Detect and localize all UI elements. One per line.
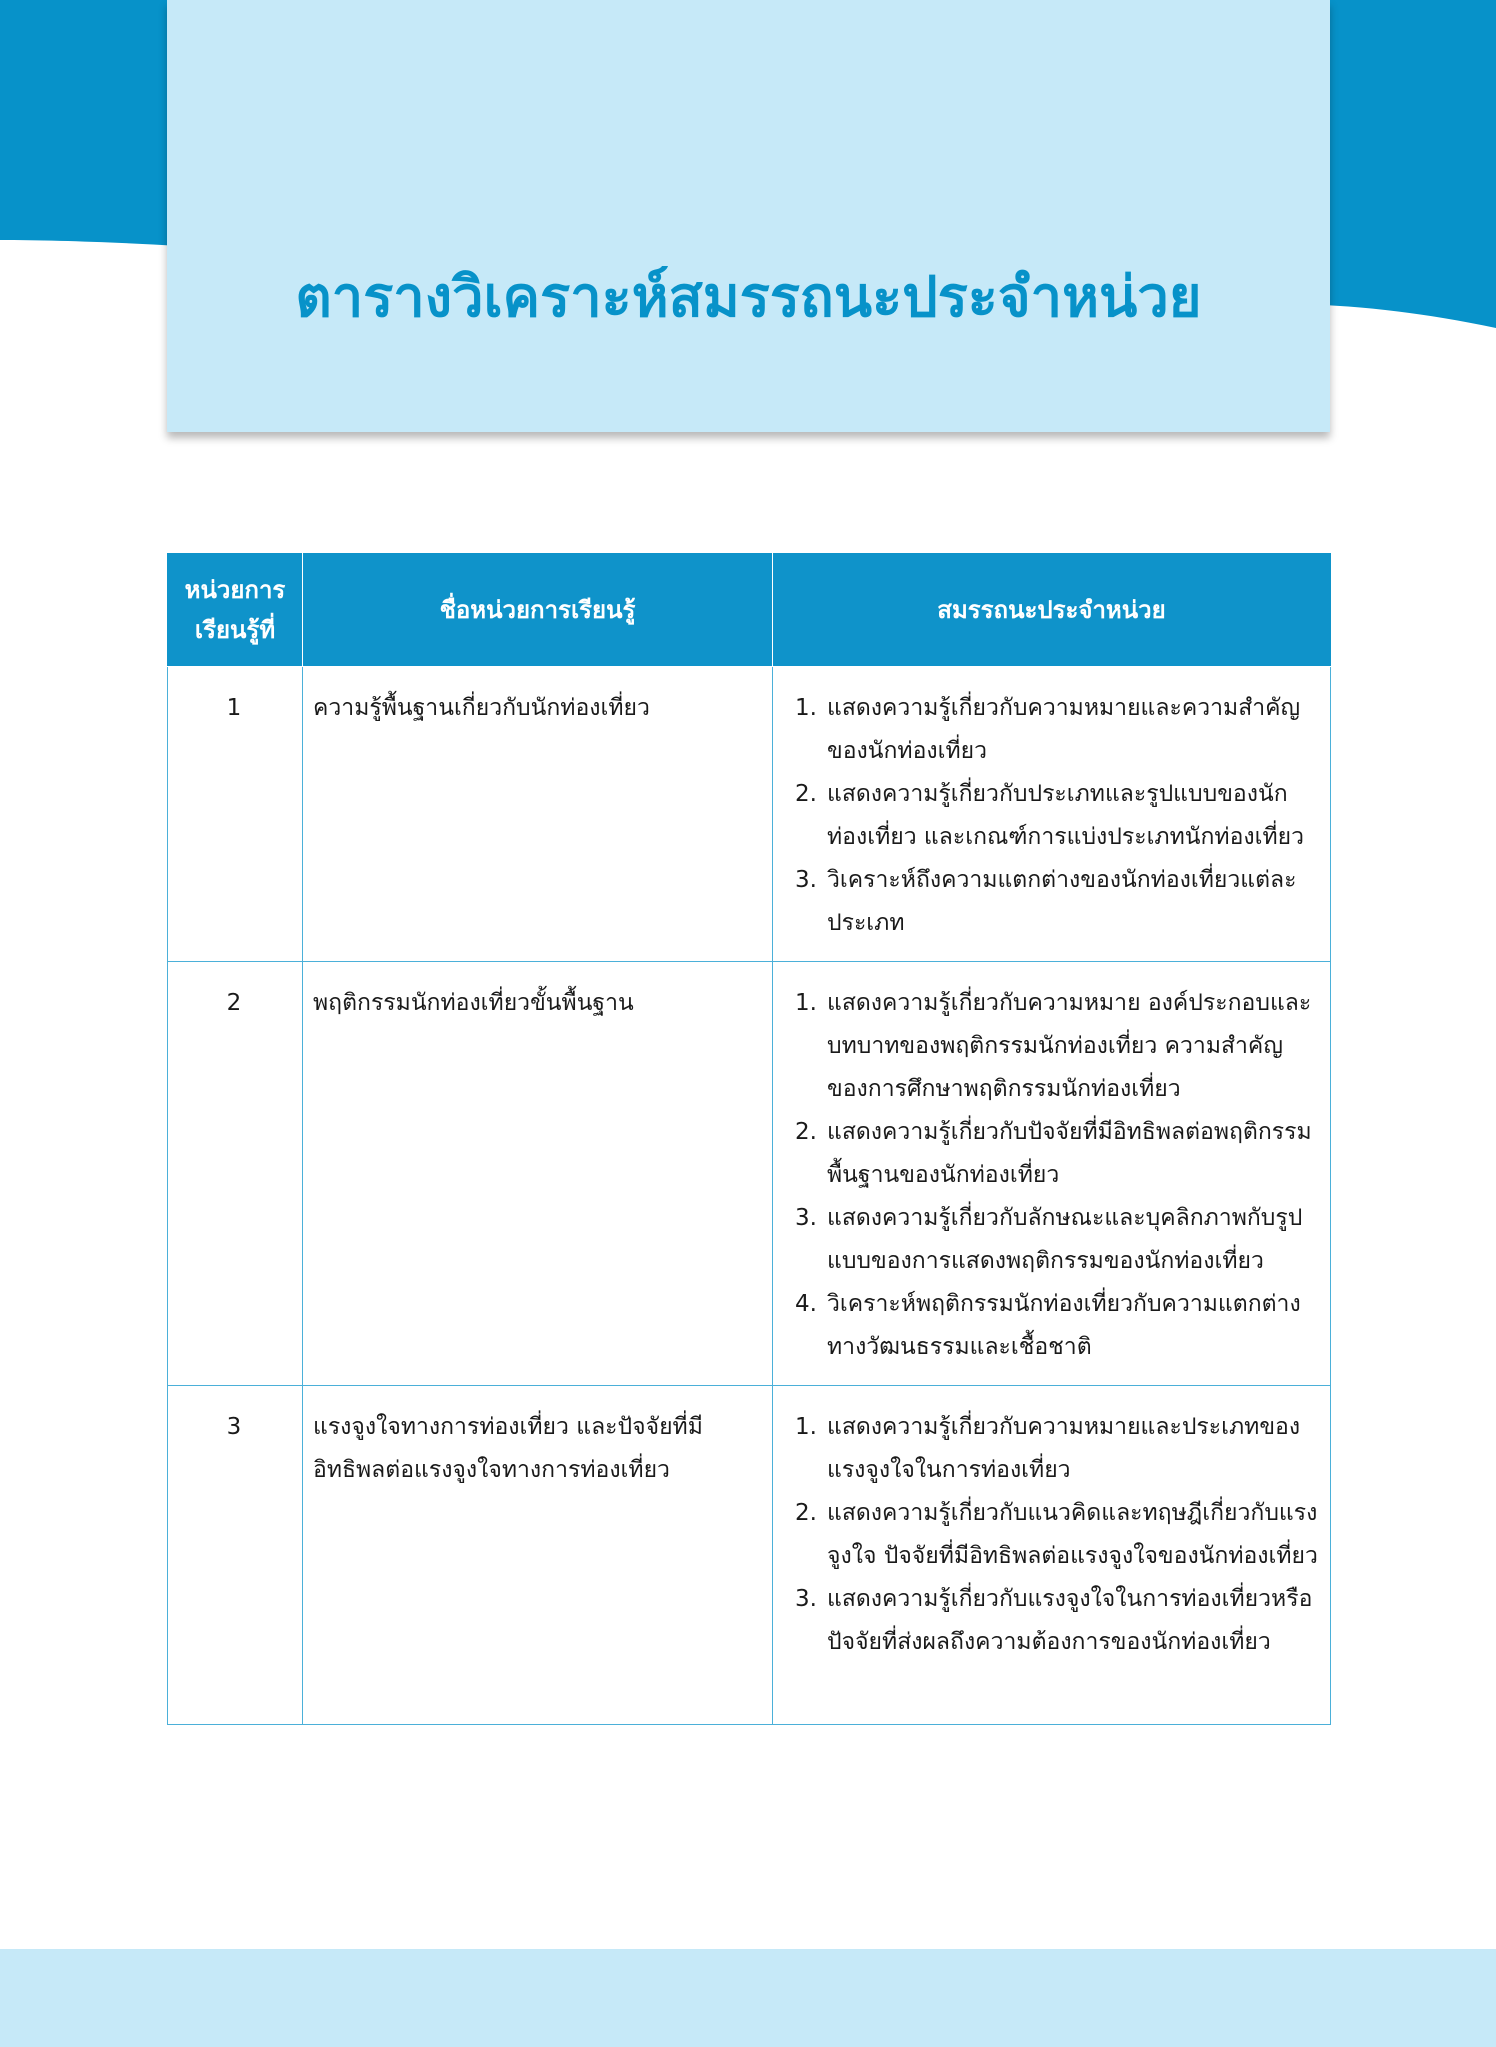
- competency-text: แสดงความรู้เกี่ยวกับประเภทและรูปแบบของนักท่องเที่ยว และเกณฑ์การแบ่งประเภทนักท่องเที่ยว: [827, 781, 1305, 850]
- competency-text: แสดงความรู้เกี่ยวกับแรงจูงใจในการท่องเที่ยวหรือปัจจัยที่ส่งผลถึงความต้องการของนักท่องเที่ยว: [827, 1586, 1313, 1655]
- competency-item: [783, 1197, 1318, 1283]
- competency-table: [167, 553, 1331, 1725]
- unit-competencies: [773, 1386, 1331, 1725]
- competency-text: แสดงความรู้เกี่ยวกับความหมายและความสำคัญของนักท่องเที่ยว: [827, 695, 1301, 764]
- unit-name: ความรู้พื้นฐานเกี่ยวกับนักท่องเที่ยว: [303, 667, 773, 962]
- competency-item: [783, 982, 1318, 1111]
- competency-item: [783, 1578, 1318, 1664]
- competency-list: [783, 687, 1318, 945]
- competency-number: 1.: [795, 695, 817, 721]
- unit-competencies: [773, 962, 1331, 1386]
- unit-number: 3: [168, 1386, 303, 1725]
- unit-number: 1: [168, 667, 303, 962]
- competency-text: วิเคราะห์ถึงความแตกต่างของนักท่องเที่ยวแต่ละประเภท: [827, 867, 1297, 936]
- competency-text: แสดงความรู้เกี่ยวกับปัจจัยที่มีอิทธิพลต่อพฤติกรรมพื้นฐานของนักท่องเที่ยว: [827, 1119, 1312, 1188]
- competency-text: แสดงความรู้เกี่ยวกับลักษณะและบุคลิกภาพกับรูปแบบของการแสดงพฤติกรรมของนักท่องเที่ยว: [827, 1205, 1303, 1274]
- table-header-row: [168, 554, 1331, 667]
- competency-item: [783, 1406, 1318, 1492]
- competency-item: [783, 1492, 1318, 1578]
- unit-name: แรงจูงใจทางการท่องเที่ยว และปัจจัยที่มีอิทธิพลต่อแรงจูงใจทางการท่องเที่ยว: [303, 1386, 773, 1725]
- footer-band: [0, 1949, 1496, 2047]
- competency-text: แสดงความรู้เกี่ยวกับความหมายและประเภทของแรงจูงใจในการท่องเที่ยว: [827, 1414, 1301, 1483]
- header-unit-no: หน่วยการเรียนรู้ที่: [168, 554, 303, 667]
- unit-competencies: [773, 667, 1331, 962]
- header-competency: สมรรถนะประจำหน่วย: [773, 554, 1331, 667]
- competency-item: [783, 1111, 1318, 1197]
- competency-number: 1.: [795, 990, 817, 1016]
- competency-number: 2.: [795, 781, 817, 807]
- competency-text: แสดงความรู้เกี่ยวกับความหมาย องค์ประกอบและบทบาทของพฤติกรรมนักท่องเที่ยว ความสำคัญของการศึกษาพฤติกรรมนักท่องเที่ยว: [827, 990, 1312, 1102]
- competency-item: [783, 1283, 1318, 1369]
- competency-number: 1.: [795, 1414, 817, 1440]
- competency-number: 3.: [795, 1586, 817, 1612]
- competency-number: 4.: [795, 1291, 817, 1317]
- competency-item: [783, 687, 1318, 773]
- unit-number: 2: [168, 962, 303, 1386]
- title-card: [167, 0, 1330, 432]
- competency-list: [783, 982, 1318, 1369]
- table-row: [168, 962, 1331, 1386]
- competency-item: [783, 859, 1318, 945]
- competency-text: แสดงความรู้เกี่ยวกับแนวคิดและทฤษฎีเกี่ยวกับแรงจูงใจ ปัจจัยที่มีอิทธิพลต่อแรงจูงใจของนักท่องเที่ยว: [827, 1500, 1318, 1569]
- header-unit-name: ชื่อหน่วยการเรียนรู้: [303, 554, 773, 667]
- competency-text: วิเคราะห์พฤติกรรมนักท่องเที่ยวกับความแตกต่างทางวัฒนธรรมและเชื้อชาติ: [827, 1291, 1301, 1360]
- competency-list: [783, 1406, 1318, 1664]
- competency-number: 3.: [795, 867, 817, 893]
- unit-name: พฤติกรรมนักท่องเที่ยวขั้นพื้นฐาน: [303, 962, 773, 1386]
- competency-number: 2.: [795, 1500, 817, 1526]
- competency-number: 3.: [795, 1205, 817, 1231]
- table-row: [168, 667, 1331, 962]
- page-title: ตารางวิเคราะห์สมรรถนะประจำหน่วย: [295, 265, 1202, 330]
- competency-item: [783, 773, 1318, 859]
- competency-number: 2.: [795, 1119, 817, 1145]
- table-row: [168, 1386, 1331, 1725]
